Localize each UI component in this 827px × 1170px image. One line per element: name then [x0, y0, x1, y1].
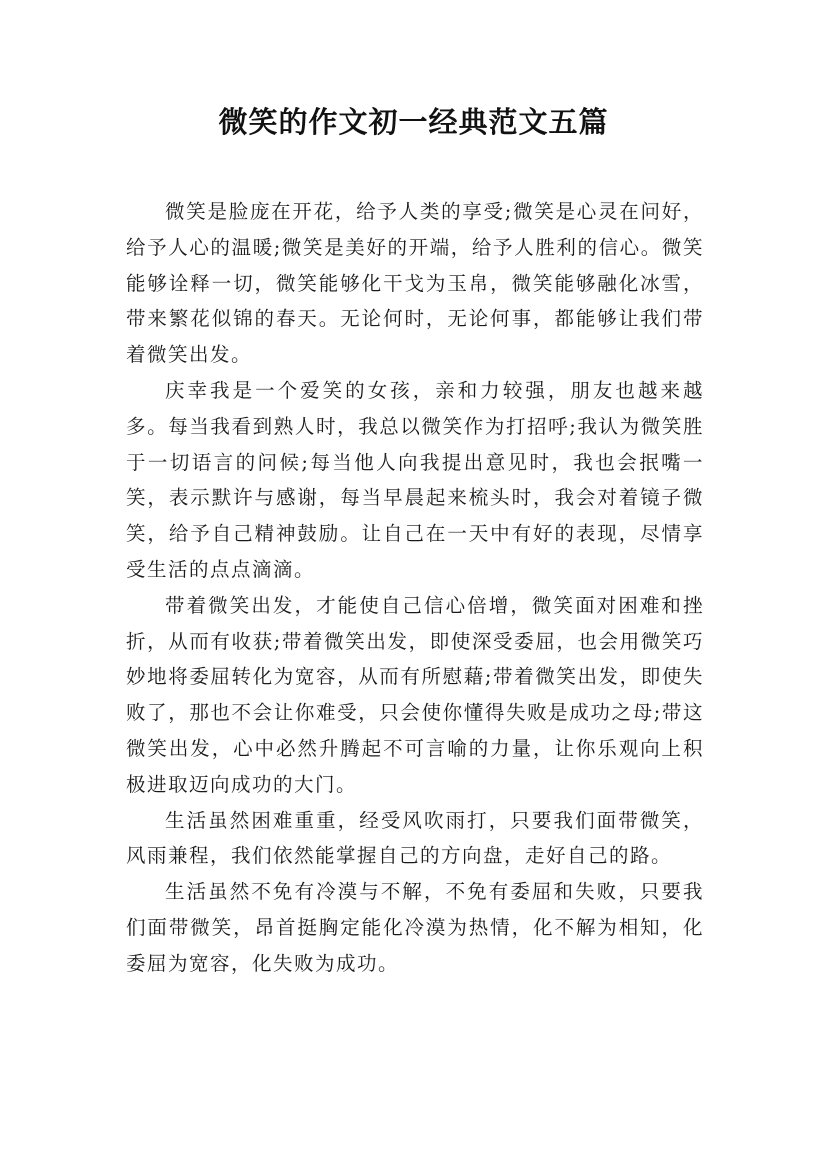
document-title: 微笑的作文初一经典范文五篇 [218, 105, 609, 139]
paragraph: 生活虽然困难重重，经受风吹雨打，只要我们面带微笑，风雨兼程，我们依然能掌握自己的方向盘，走好自己的路。 [126, 808, 704, 868]
paragraph: 庆幸我是一个爱笑的女孩，亲和力较强，朋友也越来越多。每当我看到熟人时，我总以微笑作为打招呼;我认为微笑胜于一切语言的问候;每当他人向我提出意见时，我也会抿嘴一笑，表示默许与感谢，每当早晨起来梳头时，我会对着镜子微笑，给予自己精神鼓励。让自己在一天中有好的表现，尽情享受生活的点点滴滴。 [126, 378, 704, 581]
paragraph: 微笑是脸庞在开花，给予人类的享受;微笑是心灵在问好，给予人心的温暖;微笑是美好的开端，给予人胜利的信心。微笑能够诠释一切，微笑能够化干戈为玉帛，微笑能够融化冰雪，带来繁花似锦的春天。无论何时，无论何事，都能够让我们带着微笑出发。 [126, 200, 704, 367]
paragraph: 带着微笑出发，才能使自己信心倍增，微笑面对困难和挫折，从而有收获;带着微笑出发，即使深受委屈，也会用微笑巧妙地将委屈转化为宽容，从而有所慰藉;带着微笑出发，即使失败了，那也不会让你难受，只会使你懂得失败是成功之母;带这微笑出发，心中必然升腾起不可言喻的力量，让你乐观向上积极进取迈向成功的大门。 [126, 593, 704, 796]
paragraph: 生活虽然不免有冷漠与不解，不免有委屈和失败，只要我们面带微笑，昂首挺胸定能化冷漠为热情，化不解为相知，化委屈为宽容，化失败为成功。 [126, 880, 704, 975]
document-body [126, 194, 704, 982]
